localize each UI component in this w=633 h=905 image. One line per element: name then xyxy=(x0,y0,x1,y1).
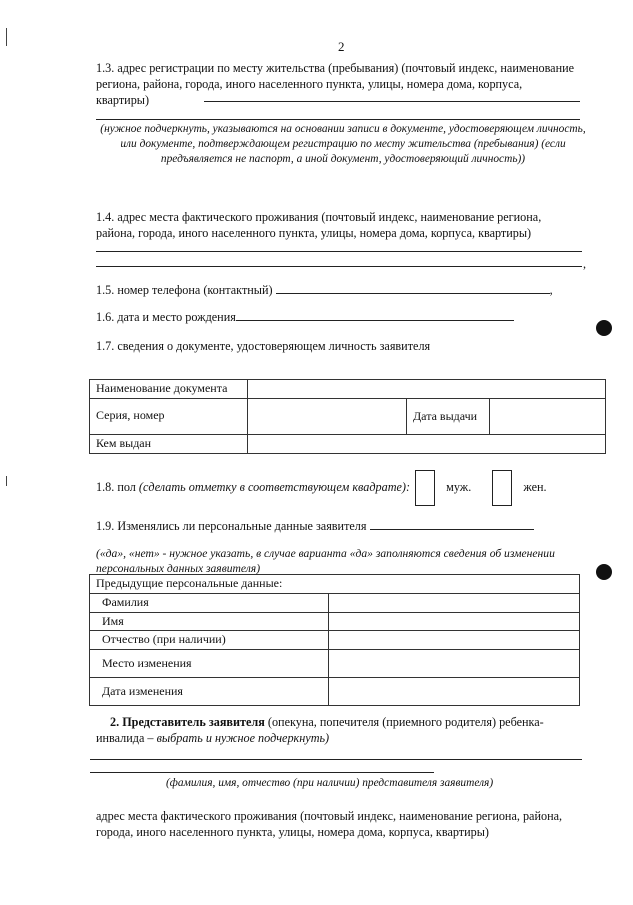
surname-field[interactable] xyxy=(329,593,580,612)
actual-address-field-2[interactable] xyxy=(96,266,582,267)
section-2-hint: выбрать и нужное подчеркнуть) xyxy=(156,731,330,746)
name-label: Имя xyxy=(90,612,329,631)
change-place-field[interactable] xyxy=(329,650,580,678)
phone-label: 1.5. номер телефона (контактный) xyxy=(96,283,273,297)
series-label: Серия, номер xyxy=(90,398,248,434)
comma: , xyxy=(583,257,587,271)
section-1-9 xyxy=(96,518,534,534)
male-checkbox[interactable] xyxy=(415,470,435,506)
representative-caption: (фамилия, имя, отчество (при наличии) представителя заявителя) xyxy=(166,777,494,789)
section-1-4-text: 1.4. адрес места фактического проживания (почтовый индекс, наименование региона, района, города, иного населенного пункта, улицы, номера дома, корпуса, квартиры) xyxy=(96,210,542,241)
comma: , xyxy=(549,283,553,297)
previous-data-header: Предыдущие персональные данные: xyxy=(90,575,580,594)
name-field[interactable] xyxy=(329,612,580,631)
female-label: жен. xyxy=(523,479,547,494)
section-1-9-note: («да», «нет» - нужное указать, в случае варианта «да» заполняются сведения об изменении персональных данных заявителя) xyxy=(96,547,555,576)
address-registration-field-2[interactable] xyxy=(96,119,580,120)
section-2-text: (опекуна, попечителя (приемного родителя) ребенка-инвалида – xyxy=(96,715,544,746)
scan-mark xyxy=(6,476,7,486)
address-registration-field[interactable] xyxy=(204,101,580,102)
change-place-label: Место изменения xyxy=(90,650,329,678)
actual-address-field-1[interactable] xyxy=(96,251,582,252)
section-1-5 xyxy=(96,282,553,298)
doc-name-field[interactable] xyxy=(248,380,606,399)
birth-field[interactable] xyxy=(236,309,514,321)
change-date-field[interactable] xyxy=(329,678,580,706)
punch-hole xyxy=(596,320,612,336)
gender-label: 1.8. пол xyxy=(96,479,136,494)
representative-field-1[interactable] xyxy=(90,759,582,760)
section-1-7-label: 1.7. сведения о документе, удостоверяющем личность заявителя xyxy=(96,339,431,353)
patronymic-label: Отчество (при наличии) xyxy=(90,631,329,650)
issue-date-field[interactable] xyxy=(490,398,606,434)
change-date-label: Дата изменения xyxy=(90,678,329,706)
gender-hint: (сделать отметку в соответствующем квадрате): xyxy=(138,479,411,494)
section-1-3-label: 1.3. адрес регистрации по месту жительства (пребывания) (почтовый индекс, наименование региона, района, города, иного населенного пункта, улицы, номера дома, корпуса, квартиры) xyxy=(96,61,575,108)
series-field[interactable] xyxy=(248,398,407,434)
punch-hole xyxy=(596,564,612,580)
changed-data-field[interactable] xyxy=(370,518,534,530)
section-1-6 xyxy=(96,309,514,325)
section-2-heading: 2. Представитель заявителя xyxy=(110,715,265,729)
identity-document-table xyxy=(89,379,606,454)
scan-mark xyxy=(6,28,7,46)
section-1-3-note: (нужное подчеркнуть, указываются на основании записи в документе, удостоверяющем личность, или документе, подтверждающем регистрацию по месту жительства (пребывания) (если предъявляется не паспорт, а иной документ, удостоверяющий личность)) xyxy=(100,123,586,166)
doc-name-label: Наименование документа xyxy=(90,380,248,399)
surname-label: Фамилия xyxy=(90,593,329,612)
female-checkbox[interactable] xyxy=(492,470,512,506)
section-1-8 xyxy=(96,470,547,506)
male-label: муж. xyxy=(446,479,472,494)
phone-field[interactable] xyxy=(276,282,550,294)
issue-date-label: Дата выдачи xyxy=(407,398,490,434)
issued-by-field[interactable] xyxy=(248,434,606,453)
page-number: 2 xyxy=(338,39,345,54)
representative-address: адрес места фактического проживания (почтовый индекс, наименование региона, района, города, иного населенного пункта, улицы, номера дома, корпуса, квартиры) xyxy=(96,809,563,840)
birth-label: 1.6. дата и место рождения xyxy=(96,310,236,324)
previous-data-table xyxy=(89,574,580,706)
representative-field-2[interactable] xyxy=(90,772,434,773)
patronymic-field[interactable] xyxy=(329,631,580,650)
section-2 xyxy=(96,714,580,746)
issued-by-label: Кем выдан xyxy=(90,434,248,453)
changed-data-label: 1.9. Изменялись ли персональные данные заявителя xyxy=(96,519,367,533)
